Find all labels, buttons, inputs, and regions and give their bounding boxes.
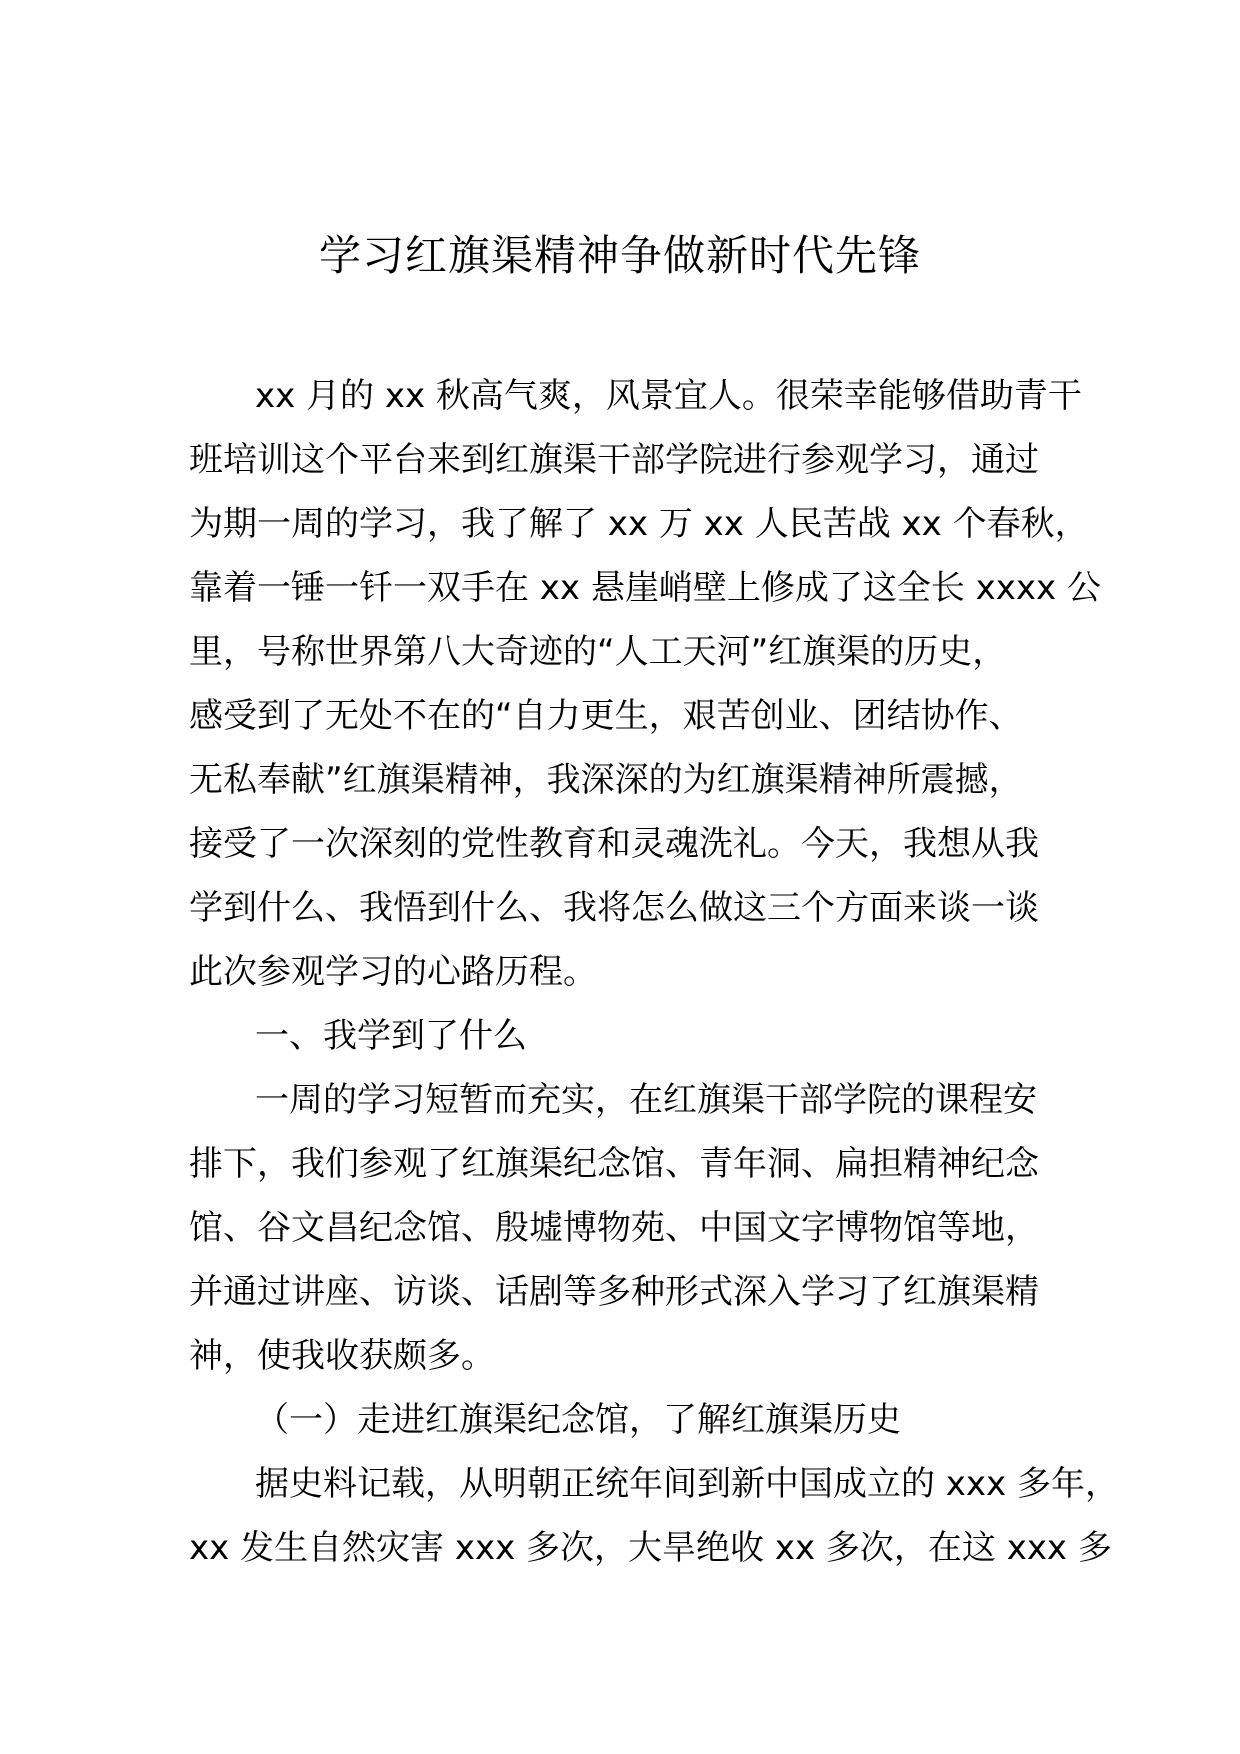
paragraph-line: 一周的学习短暂而充实，在红旗渠干部学院的课程安 [255, 1080, 1037, 1120]
paragraph-line: 为期一周的学习，我了解了 xx 万 xx 人民苦战 xx 个春秋， [189, 504, 1089, 544]
paragraph-line: 无私奉献”红旗渠精神，我深深的为红旗渠精神所震撼， [189, 760, 1023, 800]
paragraph-line: 接受了一次深刻的党性教育和灵魂洗礼。今天，我想从我 [189, 824, 1039, 864]
section-paragraph [189, 1068, 1059, 1388]
subsection-heading: （一）走进红旗渠纪念馆，了解红旗渠历史 [255, 1400, 901, 1440]
paragraph-line: 学到什么、我悟到什么、我将怎么做这三个方面来谈一谈 [189, 888, 1039, 928]
paragraph-line: 班培训这个平台来到红旗渠干部学院进行参观学习，通过 [189, 440, 1039, 480]
paragraph-line: 此次参观学习的心路历程。 [189, 952, 597, 992]
paragraph-line: 神，使我收获颇多。 [189, 1336, 495, 1376]
document-title: 学习红旗渠精神争做新时代先锋 [318, 231, 921, 280]
paragraph-line: 据史料记载，从明朝正统年间到新中国成立的 xxx 多年， [255, 1464, 1119, 1504]
section-heading: 一、我学到了什么 [255, 1016, 527, 1056]
paragraph-line: 排下，我们参观了红旗渠纪念馆、青年洞、扁担精神纪念 [189, 1144, 1039, 1184]
paragraph-line: 里，号称世界第八大奇迹的“人工天河”红旗渠的历史， [189, 632, 1007, 672]
paragraph-line: 并通过讲座、访谈、话剧等多种形式深入学习了红旗渠精 [189, 1272, 1039, 1312]
intro-paragraph [189, 364, 1101, 1004]
paragraph-line: 馆、谷文昌纪念馆、殷墟博物苑、中国文字博物馆等地， [189, 1208, 1039, 1248]
subsection-paragraph [189, 1452, 1119, 1580]
paragraph-line: 靠着一锤一钎一双手在 xx 悬崖峭壁上修成了这全长 xxxx 公 [189, 568, 1101, 608]
paragraph-line: 感受到了无处不在的“自力更生，艰苦创业、团结协作、 [189, 696, 1023, 736]
paragraph-line: xx 月的 xx 秋高气爽，风景宜人。很荣幸能够借助青干 [255, 376, 1082, 416]
paragraph-line: xx 发生自然灾害 xxx 多次，大旱绝收 xx 多次，在这 xxx 多 [189, 1528, 1112, 1568]
document-body [189, 364, 1119, 1580]
